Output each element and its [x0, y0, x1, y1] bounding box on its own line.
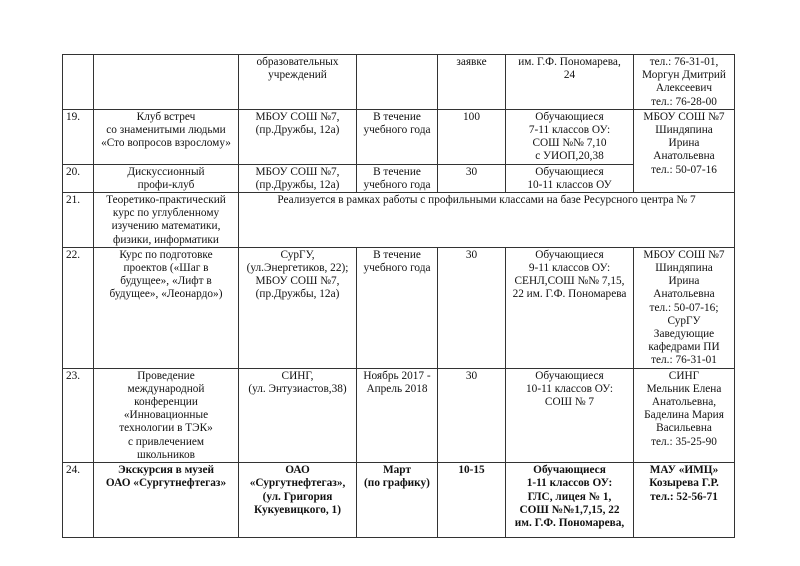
venue-cell: СИНГ, (ул. Энтузиастов,38): [239, 368, 357, 462]
participants-cell: Обучающиеся 9-11 классов ОУ: СЕНЛ,СОШ №№ 7,15, 22 им. Г.Ф. Пономарева: [506, 247, 634, 368]
event-name-cell: Теоретико-практический курс по углубленному изучению математики, физики, информатики: [94, 193, 239, 248]
row-number: 23.: [63, 368, 94, 462]
count-cell: 30: [438, 247, 506, 368]
contact-cell: тел.: 76-31-01, Моргун Дмитрий Алексеевич тел.: 76-28-00: [634, 55, 735, 110]
contact-cell: МАУ «ИМЦ» Козырева Г.Р. тел.: 52-56-71: [634, 463, 735, 538]
table-row: [63, 247, 735, 368]
count-cell: 30: [438, 368, 506, 462]
venue-cell: МБОУ СОШ №7, (пр.Дружбы, 12а): [239, 109, 357, 164]
row-number: 19.: [63, 109, 94, 164]
participants-cell: им. Г.Ф. Пономарева, 24: [506, 55, 634, 110]
event-name-cell: Курс по подготовке проектов («Шаг в будущее», «Лифт в будущее», «Леонардо»): [94, 247, 239, 368]
participants-cell: Обучающиеся 1-11 классов ОУ: ГЛС, лицея № 1, СОШ №№1,7,15, 22 им. Г.Ф. Пономарева,: [506, 463, 634, 538]
contact-cell: СИНГ Мельник Елена Анатольевна, Баделина Мария Васильевна тел.: 35-25-90: [634, 368, 735, 462]
period-cell: В течение учебного года: [357, 109, 438, 164]
table-row: [63, 368, 735, 462]
row-number: 21.: [63, 193, 94, 248]
period-cell: Ноябрь 2017 - Апрель 2018: [357, 368, 438, 462]
row-number: 24.: [63, 463, 94, 538]
count-cell: заявке: [438, 55, 506, 110]
event-name-cell: Экскурсия в музей ОАО «Сургутнефтегаз»: [94, 463, 239, 538]
contact-cell: МБОУ СОШ №7 Шиндяпина Ирина Анатольевна тел.: 50-07-16; СурГУ Заведующие кафедрами ПИ тел.: 76-31-01: [634, 247, 735, 368]
participants-cell: Обучающиеся 10-11 классов ОУ: СОШ № 7: [506, 368, 634, 462]
row-number: 22.: [63, 247, 94, 368]
venue-cell: СурГУ, (ул.Энергетиков, 22); МБОУ СОШ №7, (пр.Дружбы, 12а): [239, 247, 357, 368]
event-name-cell: Клуб встреч со знаменитыми людьми «Сто вопросов взрослому»: [94, 109, 239, 164]
count-cell: 100: [438, 109, 506, 164]
venue-cell: ОАО «Сургутнефтегаз», (ул. Григория Кукуевицкого, 1): [239, 463, 357, 538]
table-row: [63, 193, 735, 248]
row-number: 20.: [63, 164, 94, 192]
venue-cell: образовательных учреждений: [239, 55, 357, 110]
event-name-cell: Дискуссионный профи-клуб: [94, 164, 239, 192]
event-name-cell: Проведение международной конференции «Инновационные технологии в ТЭК» с привлечением школьников: [94, 368, 239, 462]
period-cell: В течение учебного года: [357, 164, 438, 192]
period-cell: [357, 55, 438, 110]
table-row: [63, 55, 735, 110]
count-cell: 30: [438, 164, 506, 192]
table-row: [63, 463, 735, 538]
venue-cell: МБОУ СОШ №7, (пр.Дружбы, 12а): [239, 164, 357, 192]
count-cell: 10-15: [438, 463, 506, 538]
row-number: [63, 55, 94, 110]
merged-note-cell: Реализуется в рамках работы с профильными классами на базе Ресурсного центра № 7: [239, 193, 735, 248]
event-name-cell: [94, 55, 239, 110]
contact-cell: МБОУ СОШ №7 Шиндяпина Ирина Анатольевна тел.: 50-07-16: [634, 109, 735, 192]
period-cell: Март (по графику): [357, 463, 438, 538]
participants-cell: Обучающиеся 7-11 классов ОУ: СОШ №№ 7,10 с УИОП,20,38: [506, 109, 634, 164]
events-table: [62, 54, 735, 538]
participants-cell: Обучающиеся 10-11 классов ОУ: [506, 164, 634, 192]
period-cell: В течение учебного года: [357, 247, 438, 368]
table-row: [63, 109, 735, 164]
